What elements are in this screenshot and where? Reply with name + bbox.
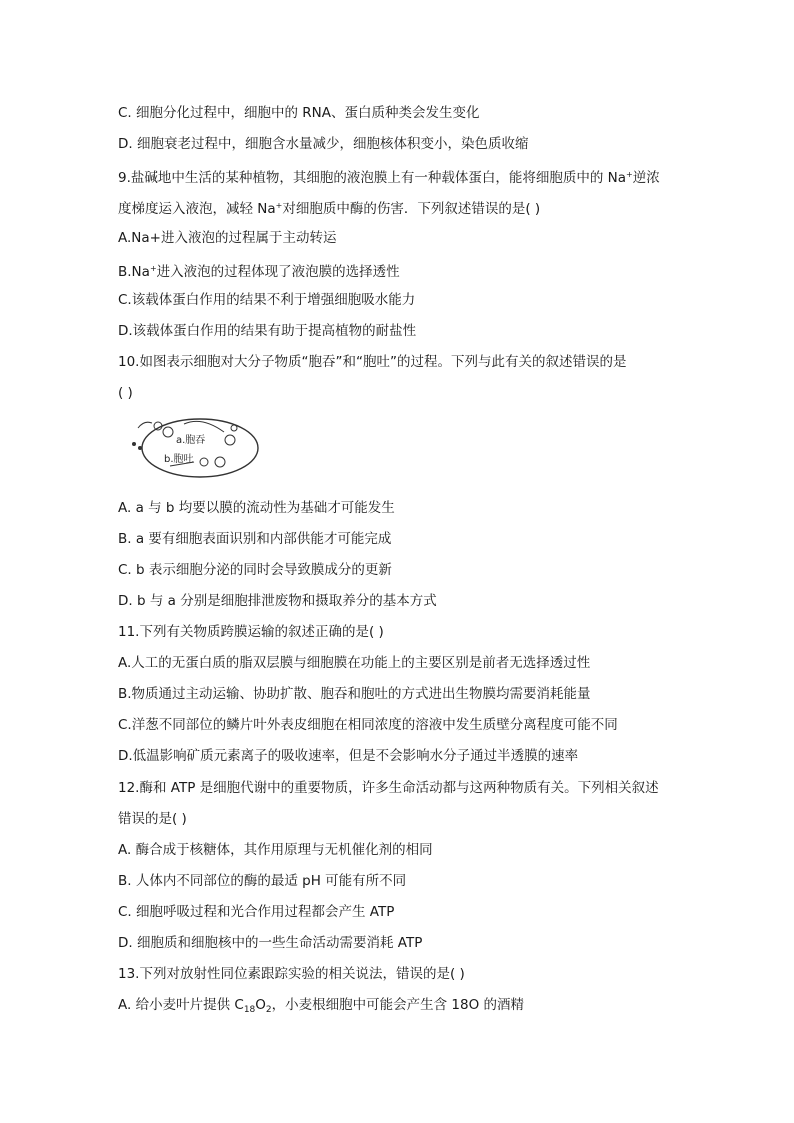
option-12b: B. 人体内不同部位的酶的最适 pH 可能有所不同 <box>118 873 407 889</box>
option-10c: C. b 表示细胞分泌的同时会导致膜成分的更新 <box>118 562 392 578</box>
vesicle <box>225 435 235 445</box>
question-10-stem-line2: ( ) <box>118 385 133 401</box>
question-12-stem-line2: 错误的是( ) <box>118 811 187 827</box>
label-exocytosis: b.胞吐 <box>164 454 194 465</box>
question-11-stem: 11.下列有关物质跨膜运输的叙述正确的是( ) <box>118 624 384 640</box>
endocytosis-exocytosis-figure <box>124 414 260 480</box>
question-13-stem: 13.下列对放射性同位素跟踪实验的相关说法，错误的是( ) <box>118 966 465 982</box>
option-11b: B.物质通过主动运输、协助扩散、胞吞和胞吐的方式进出生物膜均需要消耗能量 <box>118 686 591 702</box>
vesicle <box>231 425 237 431</box>
question-9-stem-line2: 度梯度运入液泡，减轻 Na+对细胞质中酶的伤害．下列叙述错误的是( ) <box>118 201 541 217</box>
option-9b: B.Na+进入液泡的过程体现了液泡膜的选择透性 <box>118 264 400 280</box>
cell-membrane <box>142 419 258 477</box>
option-10b: B. a 要有细胞表面识别和内部供能才可能完成 <box>118 531 392 547</box>
question-9-stem-line1: 9.盐碱地中生活的某种植物，其细胞的液泡膜上有一种载体蛋白，能将细胞质中的 Na+逆浓 <box>118 170 660 186</box>
option-9d: D.该载体蛋白作用的结果有助于提高植物的耐盐性 <box>118 323 417 339</box>
option-12d: D. 细胞质和细胞核中的一些生命活动需要消耗 ATP <box>118 935 423 951</box>
question-10-stem-line1: 10.如图表示细胞对大分子物质“胞吞”和“胞吐”的过程。下列与此有关的叙述错误的是 <box>118 354 627 370</box>
vesicle <box>215 457 225 467</box>
vesicle <box>200 458 208 466</box>
option-10a: A. a 与 b 均要以膜的流动性为基础才可能发生 <box>118 500 395 516</box>
vesicle <box>163 427 173 437</box>
option-9a: A.Na+进入液泡的过程属于主动转运 <box>118 230 337 246</box>
option-12c: C. 细胞呼吸过程和光合作用过程都会产生 ATP <box>118 904 395 920</box>
option-11c: C.洋葱不同部位的鳞片叶外表皮细胞在相同浓度的溶液中发生质壁分离程度可能不同 <box>118 717 618 733</box>
option-8c: C. 细胞分化过程中，细胞中的 RNA、蛋白质种类会发生变化 <box>118 105 480 121</box>
option-9c: C.该载体蛋白作用的结果不利于增强细胞吸水能力 <box>118 292 416 308</box>
option-11d: D.低温影响矿质元素离子的吸收速率，但是不会影响水分子通过半透膜的速率 <box>118 748 579 764</box>
option-12a: A. 酶合成于核糖体，其作用原理与无机催化剂的相同 <box>118 842 433 858</box>
label-endocytosis: a.胞吞 <box>176 435 206 446</box>
option-10d: D. b 与 a 分别是细胞排泄废物和摄取养分的基本方式 <box>118 593 437 609</box>
molecule-dot <box>138 446 142 450</box>
arrow-path <box>184 421 224 432</box>
arrow-path <box>138 422 152 428</box>
option-11a: A.人工的无蛋白质的脂双层膜与细胞膜在功能上的主要区别是前者无选择透过性 <box>118 655 591 671</box>
question-12-stem-line1: 12.酶和 ATP 是细胞代谢中的重要物质，许多生命活动都与这两种物质有关。下列相关叙述 <box>118 780 659 796</box>
option-13a: A. 给小麦叶片提供 $C_{18}O_2$，小麦根细胞中可能会产生含 18O 的酒精 <box>118 997 525 1015</box>
molecule-dot <box>132 442 136 446</box>
option-8d: D. 细胞衰老过程中，细胞含水量减少，细胞核体积变小，染色质收缩 <box>118 136 529 152</box>
